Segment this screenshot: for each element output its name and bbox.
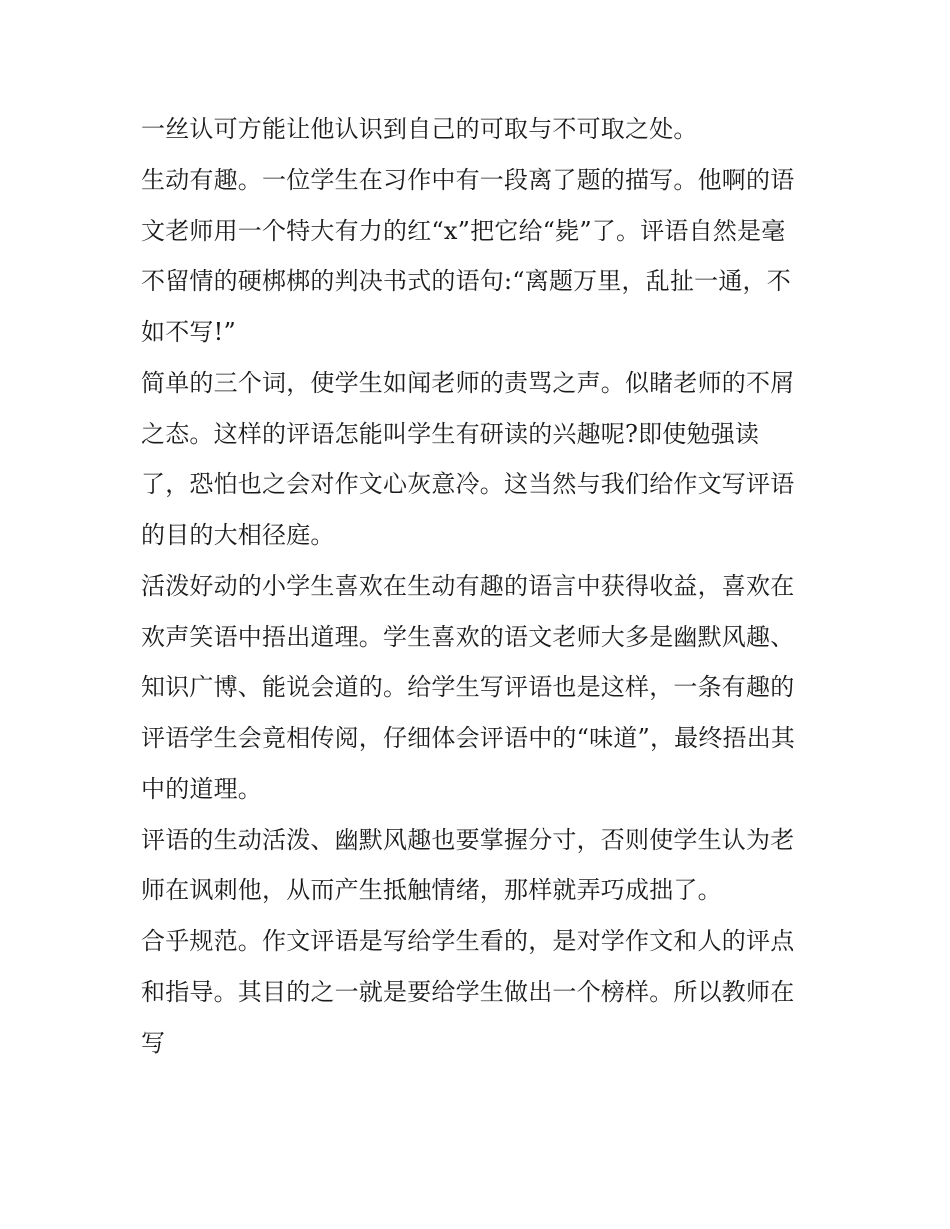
text-line: 之态。这样的评语怎能叫学生有研读的兴趣呢?即使勉强读 — [141, 420, 760, 448]
text-line: 文老师用一个特大有力的红“x”把它给“毙”了。评语自然是毫 — [141, 217, 786, 245]
text-line: 活泼好动的小学生喜欢在生动有趣的语言中获得收益，喜欢在 — [141, 572, 795, 600]
text-line: 简单的三个词，使学生如闻老师的责骂之声。似睹老师的不屑 — [141, 369, 795, 397]
text-line: 知识广博、能说会道的。给学生写评语也是这样，一条有趣的 — [141, 673, 795, 701]
text-line: 评语学生会竟相传阅，仔细体会评语中的“味道”，最终捂出其 — [141, 724, 796, 752]
text-line: 生动有趣。一位学生在习作中有一段离了题的描写。他啊的语 — [141, 166, 795, 194]
text-line: 合乎规范。作文评语是写给学生看的，是对学作文和人的评点 — [141, 927, 795, 955]
text-line: 欢声笑语中捂出道理。学生喜欢的语文老师大多是幽默风趣、 — [141, 623, 795, 651]
text-line: 了，恐怕也之会对作文心灰意冷。这当然与我们给作文写评语 — [141, 470, 795, 498]
text-line: 中的道理。 — [141, 775, 262, 803]
text-line: 如不写!” — [141, 318, 236, 346]
text-line: 师在讽刺他，从而产生抵触情绪，那样就弄巧成拙了。 — [141, 876, 722, 904]
text-line: 评语的生动活泼、幽默风趣也要掌握分寸，否则使学生认为老 — [141, 826, 795, 854]
text-line: 不留情的硬梆梆的判决书式的语句:“离题万里，乱扯一通，不 — [141, 267, 791, 295]
text-line: 写 — [141, 1029, 166, 1057]
text-line: 的目的大相径庭。 — [141, 521, 335, 549]
text-line: 和指导。其目的之一就是要给学生做出一个榜样。所以教师在 — [141, 978, 795, 1006]
text-line: 一丝认可方能让他认识到自己的可取与不可取之处。 — [141, 115, 698, 143]
